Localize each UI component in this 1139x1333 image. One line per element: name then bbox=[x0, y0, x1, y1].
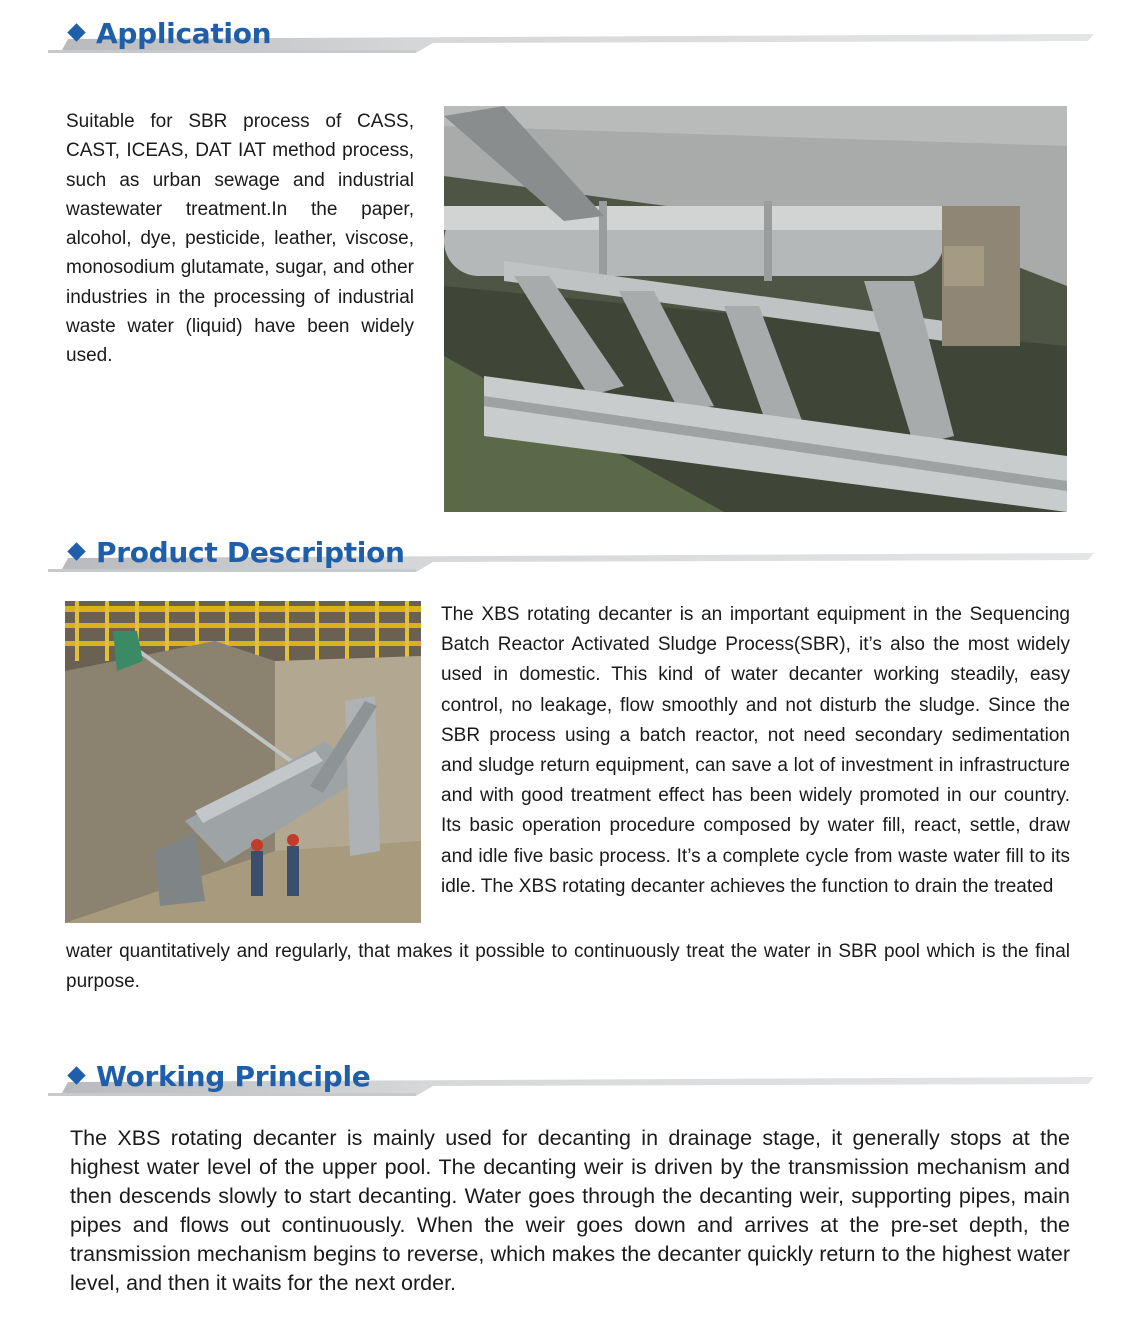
product-description-text-continued: water quantitatively and regularly, that makes it possible to continuously treat the water in SBR pool which is the final purpose. bbox=[66, 941, 1070, 992]
decanter-installation-photo bbox=[444, 106, 1067, 512]
section-title: Product Description bbox=[96, 536, 405, 569]
application-text: Suitable for SBR process of CASS, CAST, ICEAS, DAT IAT method process, such as urban sewage and industrial wastewater treatment.In the paper, alcohol, dye, pesticide, leather, viscose, monosodium glutamate, sugar, and other industries in the processing of industrial waste water (liquid) have been widely used. bbox=[66, 111, 414, 367]
section-title: Working Principle bbox=[96, 1060, 371, 1093]
section-header-product-description bbox=[48, 535, 1094, 575]
section-title: Application bbox=[96, 17, 272, 50]
product-description-text: The XBS rotating decanter is an important equipment in the Sequencing Batch Reactor Activated Sludge Process(SBR), it’s also the most widely used in domestic. This kind of water decanter working steadily, easy control, no leakage, flow smoothly and not disturb the sludge. Since the SBR process using a batch reactor, not need secondary sedimentation and sludge return equipment, can save a lot of investment in infrastructure and with good treatment effect has been widely promoted in our country. Its basic operation procedure composed by water fill, react, settle, draw and idle five basic process. It’s a complete cycle from waste water fill to its idle. The XBS rotating decanter achieves the function to drain the treated bbox=[441, 604, 1070, 897]
working-principle-text: The XBS rotating decanter is mainly used for decanting in drainage stage, it generally stops at the highest water level of the upper pool. The decanting weir is driven by the transmission mechanism and then descends slowly to start decanting. Water goes through the decanting weir, supporting pipes, main pipes and flows out continuously. When the weir goes down and arrives at the pre-set depth, the transmission mechanism begins to reverse, which makes the decanter quickly return to the highest water level, and then it waits for the next order. bbox=[70, 1126, 1070, 1295]
decanter-pool-photo bbox=[65, 601, 421, 923]
section-header-working-principle bbox=[48, 1059, 1094, 1099]
section-header-application bbox=[48, 16, 1094, 56]
